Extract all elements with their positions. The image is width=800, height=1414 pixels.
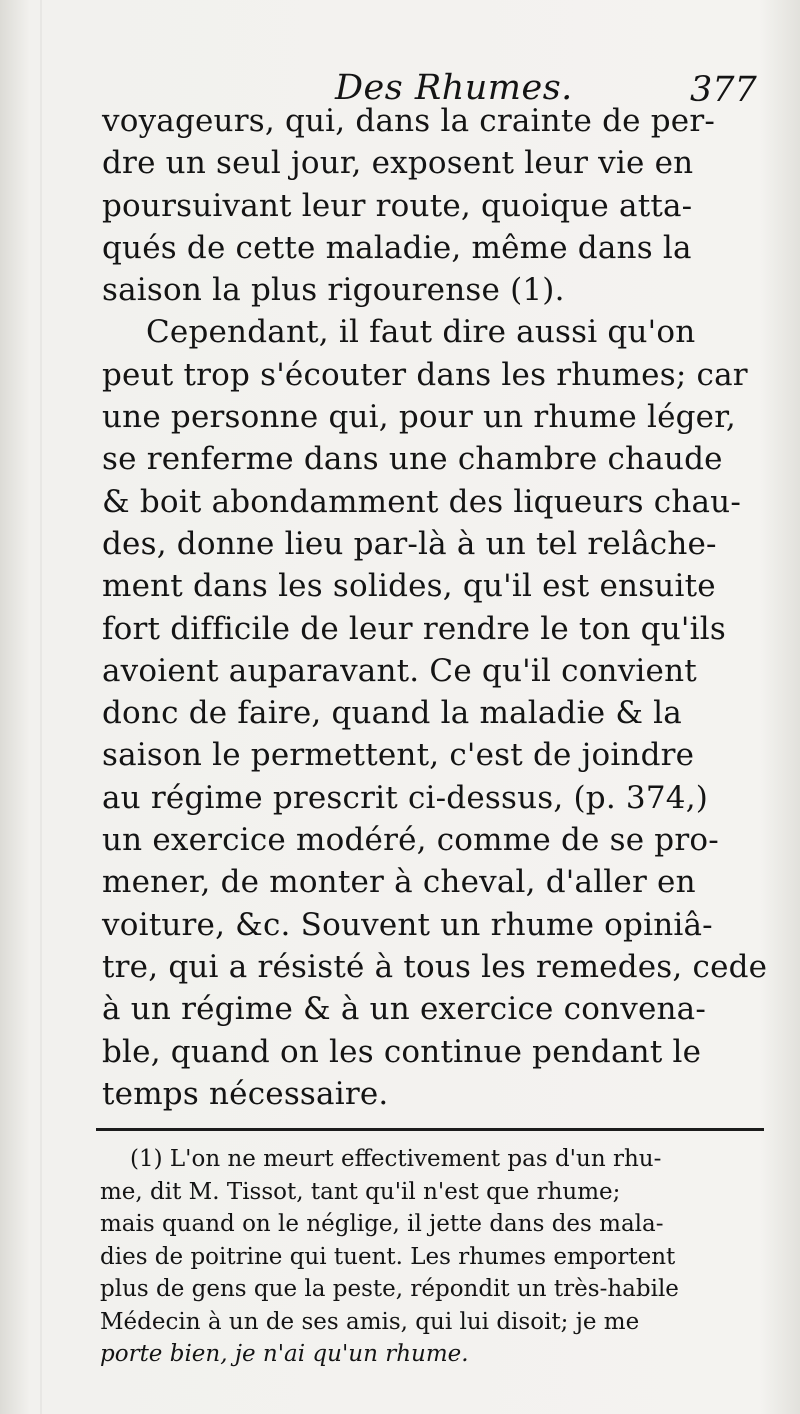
body-line: un exercice modéré, comme de se pro- <box>102 822 719 859</box>
body-line: poursuivant leur route, quoique atta- <box>102 187 693 224</box>
body-line: Cependant, il faut dire aussi qu'on <box>146 314 696 351</box>
body-line: qués de cette maladie, même dans la <box>102 229 692 266</box>
body-line: fort difficile de leur rendre le ton qu'ils <box>102 610 726 647</box>
body-line: & boit abondamment des liqueurs chau- <box>102 483 742 520</box>
running-title: Des Rhumes. <box>335 68 573 108</box>
body-line: ble, quand on les continue pendant le <box>102 1033 702 1070</box>
body-line: tre, qui a résisté à tous les remedes, cede <box>102 948 768 985</box>
footnote-rule <box>96 1128 764 1131</box>
page-gutter-shadow <box>40 0 42 1414</box>
body-line: avoient auparavant. Ce qu'il convient <box>102 652 697 689</box>
footnote-line: Médecin à un de ses amis, qui lui disoit; je me <box>100 1308 640 1335</box>
body-line: ment dans les solides, qu'il est ensuite <box>102 568 716 605</box>
body-line: voyageurs, qui, dans la crainte de per- <box>102 103 716 139</box>
body-line: une personne qui, pour un rhume léger, <box>102 399 736 436</box>
body-line: peut trop s'écouter dans les rhumes; car <box>102 356 748 393</box>
body-line: à un régime & à un exercice convena- <box>102 991 707 1028</box>
footnote-line: (1) L'on ne meurt effectivement pas d'un rhu- <box>130 1146 662 1172</box>
body-line: voiture, &c. Souvent un rhume opiniâ- <box>102 906 713 943</box>
body-line: saison la plus rigourense (1). <box>102 272 565 309</box>
page-number: 377 <box>690 70 757 110</box>
footnote <box>100 1143 764 1371</box>
body-line: se renferme dans une chambre chaude <box>102 441 723 478</box>
footnote-line: mais quand on le néglige, il jette dans des mala- <box>100 1211 664 1237</box>
body-line: saison le permettent, c'est de joindre <box>102 737 695 774</box>
footnote-line: dies de poitrine qui tuent. Les rhumes emportent <box>100 1243 676 1270</box>
body-line: des, donne lieu par-là à un tel relâche- <box>102 525 717 562</box>
body-line: temps nécessaire. <box>102 1075 389 1112</box>
footnote-line: plus de gens que la peste, répondit un très-habile <box>100 1276 679 1302</box>
footnote-line: porte bien, je n'ai qu'un rhume. <box>100 1341 469 1367</box>
body-text <box>102 100 768 1115</box>
body-line: donc de faire, quand la maladie & la <box>102 695 682 732</box>
body-line: mener, de monter à cheval, d'aller en <box>102 864 696 901</box>
body-line: au régime prescrit ci-dessus, (p. 374,) <box>102 779 709 816</box>
footnote-line: me, dit M. Tissot, tant qu'il n'est que rhume; <box>100 1178 621 1205</box>
body-line: dre un seul jour, exposent leur vie en <box>102 145 694 182</box>
